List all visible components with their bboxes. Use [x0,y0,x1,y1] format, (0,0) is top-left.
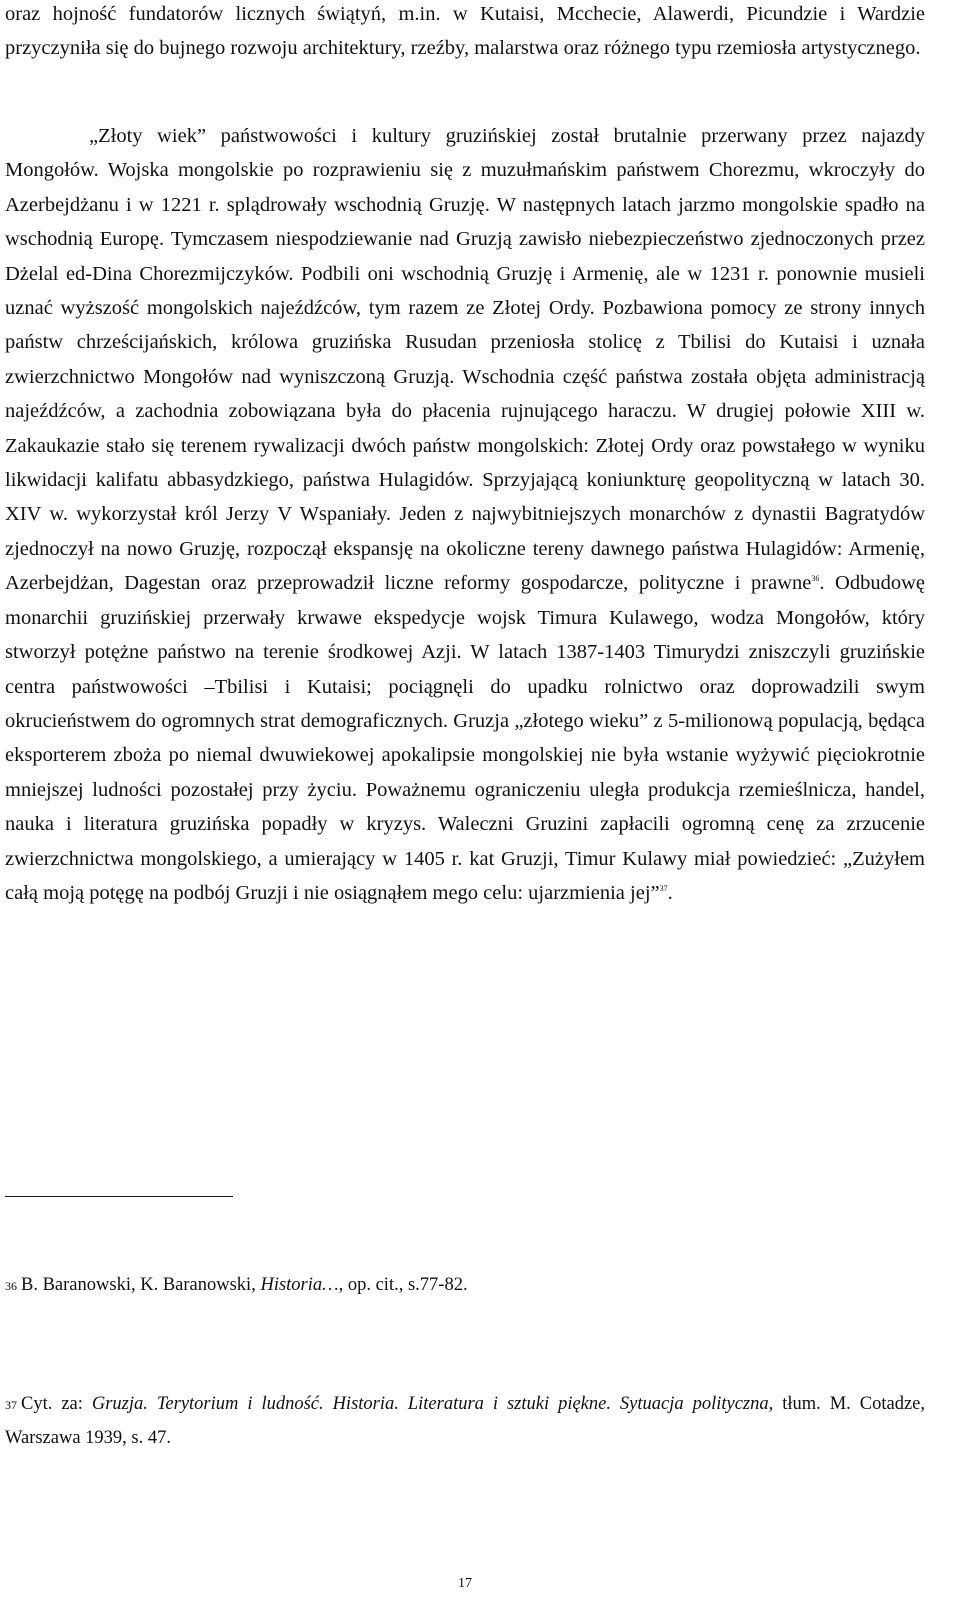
footnote-37 [5,1388,925,1455]
footnote-text: B. Baranowski, K. Baranowski, [21,1275,261,1295]
footnote-36 [5,1269,925,1303]
paragraph-golden-age-text-1: „Złoty wiek” państwowości i kultury gruzińskiej został brutalnie przerwany przez najazdy Mongołów. Wojska mongolskie po rozprawieniu się z muzułmańskim państwem Chorezmu, wkroczyły do Azerbejdżanu i w 1221 r. splądrowały wschodnią Gruzję. W następnych latach jarzmo mongolskie spadło na wschodnią Europę. Tymczasem niespodziewanie nad Gruzją zawisło niebezpieczeństwo zjednoczonych przez Dżelal ed-Dina Chorezmijczyków. Podbili oni wschodnią Gruzję i Armenię, ale w 1231 r. ponownie musieli uznać wyższość mongolskich najeźdźców, tym razem ze Złotej Ordy. Pozbawiona pomocy ze strony innych państw chrześcijańskich, królowa gruzińska Rusudan przeniosła stolicę z Tbilisi do Kutaisi i uznała zwierzchnictwo Mongołów nad wyniszczoną Gruzją. Wschodnia część państwa została objęta administracją najeźdźców, a zachodnia zobowiązana była do płacenia rujnującego haraczu. W drugiej połowie XIII w. Zakaukazie stało się terenem rywalizacji dwóch państw mongolskich: Złotej Ordy oraz powstałego w wyniku likwidacji kalifatu abbasydzkiego, państwa Hulagidów. Sprzyjającą koniunkturę geopolityczną w latach 30. XIV w. wykorzystał król Jerzy V Wspaniały. Jeden z najwybitniejszych monarchów z dynastii Bagratydów zjednoczył na nowo Gruzję, rozpoczął ekspansję na okoliczne tereny dawnego państwa Hulagidów: Armenię, Azerbejdżan, Dagestan oraz przeprowadził liczne reformy gospodarcze, polityczne i prawne [5,125,925,595]
footnote-ref-37[interactable]: 37 [659,884,668,894]
paragraph-golden-age [5,119,925,910]
footnote-text: Cyt. za: [21,1394,92,1414]
page-number: 17 [458,1576,472,1591]
footnote-number: 36 [5,1279,17,1293]
footnote-title: Historia… [260,1275,339,1295]
footnote-divider [5,1196,233,1197]
footnote-text: , tłum. M. Cotadze, Warszawa 1939, s. 47. [5,1394,926,1448]
footnote-title: Gruzja. Terytorium i ludność. Historia. Literatura i sztuki piękne. Sytuacja polityczna [91,1394,769,1414]
footnote-ref-36[interactable]: 36 [811,574,820,584]
paragraph-intro [5,0,925,66]
footnote-text: , op. cit., s.77-82. [338,1275,468,1295]
paragraph-golden-age-text-2: . Odbudowę monarchii gruzińskiej przerwały krwawe ekspedycje wojsk Timura Kulawego, wodza Mongołów, który stworzył potężne państwo na terenie środkowej Azji. W latach 1387-1403 Timurydzi zniszczyli gruzińskie centra państwowości –Tbilisi i Kutaisi; pociągnęli do upadku rolnictwo oraz doprowadzili swym okrucieństwem do ogromnych strat demograficznych. Gruzja „złotego wieku” z 5-milionową populacją, będąca eksporterem zboża po niemal dwuwiekowej apokalipsie mongolskiej nie była wstanie wyżywić pięciokrotnie mniejszej ludności pozostałej przy życiu. Poważnemu ograniczeniu uległa produkcja rzemieślnicza, handel, nauka i literatura gruzińska popadły w kryzys. Waleczni Gruzini zapłacili ogromną cenę za zrzucenie zwierzchnictwa mongolskiego, a umierający w 1405 r. kat Gruzji, Timur Kulawy miał powiedzieć: „Zużyłem całą moją potęgę na podbój Gruzji i nie osiągnąłem mego celu: ujarzmienia jej” [5,572,925,904]
paragraph-golden-age-text-3: . [667,881,673,904]
footnote-number: 37 [5,1398,17,1412]
paragraph-intro-text: oraz hojność fundatorów licznych świątyń, m.in. w Kutaisi, Mcchecie, Alawerdi, Picundzie i Wardzie przyczyniła się do bujnego rozwoju architektury, rzeźby, malarstwa oraz różnego typu rzemiosła artystycznego. [5,3,925,60]
